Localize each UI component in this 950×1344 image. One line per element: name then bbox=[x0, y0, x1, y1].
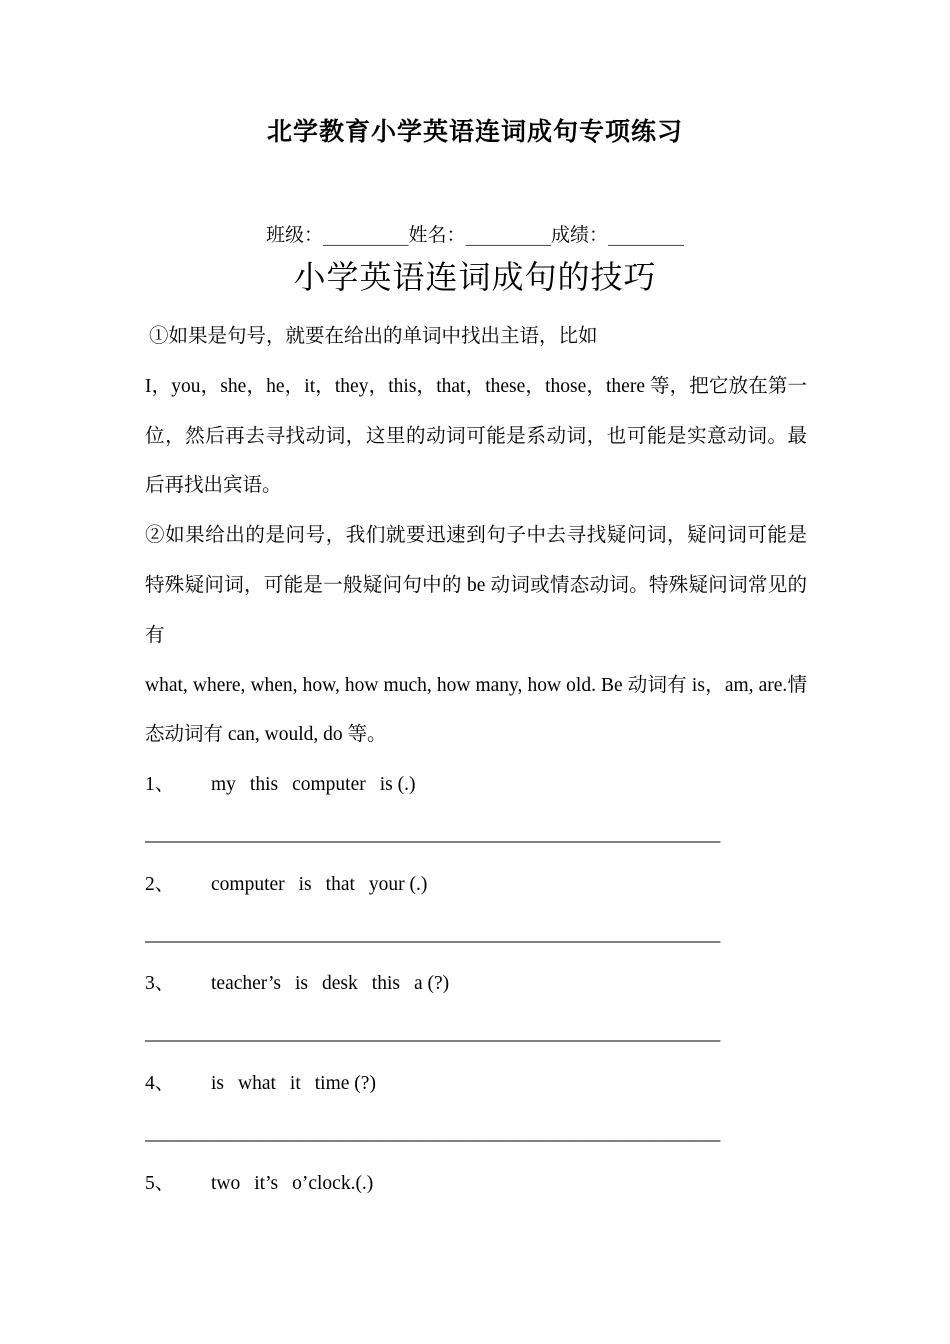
question-word: that bbox=[325, 873, 355, 895]
question-word: it bbox=[289, 1072, 301, 1094]
section-subtitle: 小学英语连词成句的技巧 bbox=[293, 258, 657, 296]
question-word: time (?) bbox=[314, 1072, 376, 1094]
answer-line[interactable]: ___________________________________________________________ bbox=[145, 1023, 721, 1045]
question-word: two bbox=[211, 1172, 241, 1194]
content-body bbox=[145, 312, 807, 1208]
answer-line[interactable]: ___________________________________________________________ bbox=[145, 1122, 721, 1144]
question-word: is (.) bbox=[379, 774, 416, 796]
question-number: 2、 bbox=[145, 873, 175, 895]
question-word: what bbox=[238, 1072, 276, 1094]
question-word: this bbox=[249, 774, 279, 796]
question-number: 4、 bbox=[145, 1072, 175, 1094]
answer-line[interactable]: ___________________________________________________________ bbox=[145, 823, 721, 845]
question-item bbox=[145, 1059, 807, 1109]
question-word: my bbox=[211, 774, 236, 796]
question-word: a (?) bbox=[413, 973, 450, 995]
question-word: teacher’s bbox=[211, 973, 282, 995]
student-info-fields: 班级：_________姓名：_________成绩：________ bbox=[265, 224, 684, 246]
question-word: this bbox=[371, 973, 400, 995]
tip-paragraph-4: what, where, when, how, how much, how many, how old. Be 动词有 is，am, are.情态动词有 can, would, do 等。 bbox=[145, 674, 807, 746]
page-title: 北学教育小学英语连词成句专项练习 bbox=[266, 117, 683, 146]
question-word: is bbox=[211, 1072, 225, 1094]
tip-paragraph-1: ①如果是句号，就要在给出的单词中找出主语，比如 bbox=[149, 326, 598, 347]
question-number: 5、 bbox=[145, 1172, 175, 1194]
tip-paragraph-3: ②如果给出的是问号，我们就要迅速到句子中去寻找疑问词，疑问词可能是特殊疑问词，可能是一般疑问句中的 be 动词或情态动词。特殊疑问词常见的有 bbox=[145, 525, 807, 646]
question-word: computer bbox=[211, 873, 285, 895]
question-word: is bbox=[295, 973, 309, 995]
question-item bbox=[145, 760, 807, 810]
question-item bbox=[145, 1159, 807, 1209]
question-word: desk bbox=[322, 973, 358, 995]
question-item bbox=[145, 959, 807, 1009]
question-word: your (.) bbox=[368, 873, 428, 895]
answer-line[interactable]: ___________________________________________________________ bbox=[145, 923, 721, 945]
question-list bbox=[145, 760, 807, 1208]
question-word: is bbox=[298, 873, 312, 895]
question-item bbox=[145, 860, 807, 910]
question-word: computer bbox=[292, 774, 366, 796]
question-word: it’s bbox=[254, 1172, 279, 1194]
tip-paragraph-2: I，you，she，he，it，they，this，that，these，those，there 等，把它放在第一位，然后再去寻找动词，这里的动词可能是系动词，也可能是实意动词。最后再找出宾语。 bbox=[145, 375, 807, 497]
question-number: 3、 bbox=[145, 973, 175, 995]
question-number: 1、 bbox=[145, 774, 175, 796]
question-word: o’clock.(.) bbox=[292, 1172, 374, 1194]
